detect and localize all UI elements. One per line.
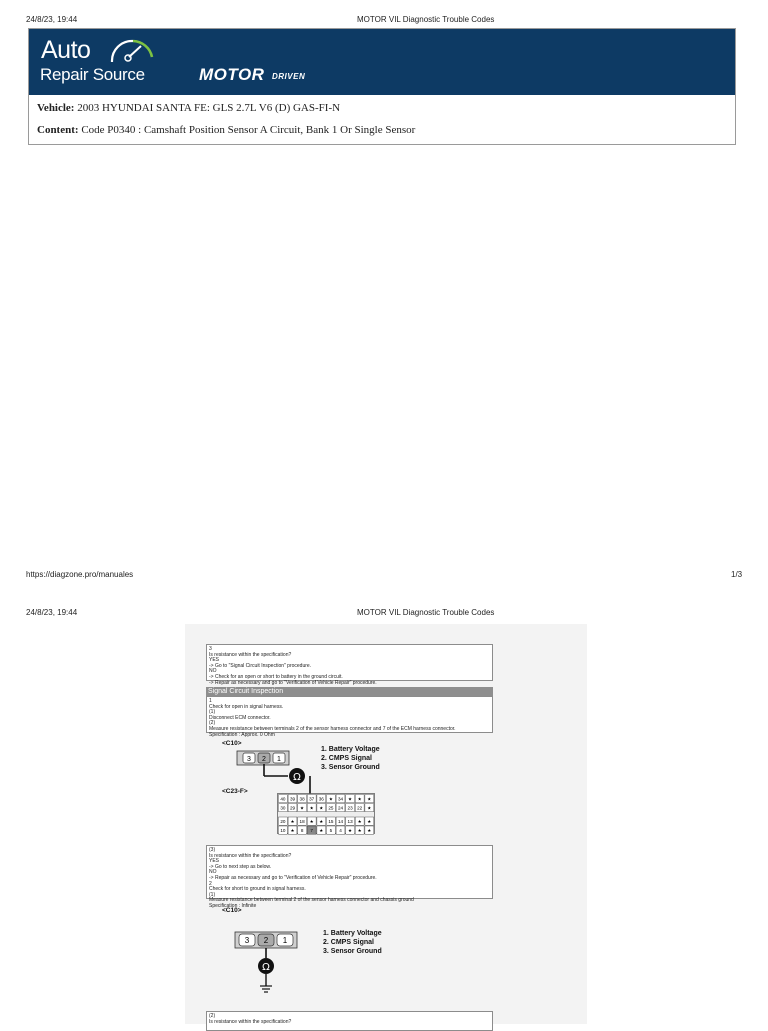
print-datetime-2: 24/8/23, 19:44	[26, 608, 78, 617]
legend-item-1: 1. Battery Voltage	[321, 746, 380, 753]
ecm-pin-label: ★	[319, 828, 324, 833]
ecm-pin-label: ★	[367, 796, 372, 802]
pin-2: 2	[262, 756, 266, 763]
ecm-pin-label: ★	[290, 819, 295, 824]
ecm-pin-label: 18	[299, 819, 305, 824]
ecm-pin-label: ★	[367, 828, 372, 833]
ecm-pin-label: 24	[337, 805, 344, 811]
ecm-pin-label: ★	[319, 805, 324, 811]
legend-item-3: 3. Sensor Ground	[321, 764, 380, 771]
legend2-item-2: 2. CMPS Signal	[323, 939, 374, 946]
print-title-2: MOTOR VIL Diagnostic Trouble Codes	[357, 608, 495, 617]
step-box-1: 3 Is resistance within the specification? YES -> Go to "Signal Circuit Inspection" procedure. NO -> Check for an open or short to battery in the ground circuit. -> Repair as necessary and go to "Verification of Vehicle Repair" procedure.	[206, 644, 493, 681]
ecm-pin-label: 40	[280, 796, 286, 802]
ecm-pin-label: ★	[300, 805, 305, 811]
pin-3b: 3	[244, 936, 250, 945]
print-title: MOTOR VIL Diagnostic Trouble Codes	[357, 15, 495, 24]
ecm-pin-label: 34	[337, 796, 344, 802]
legend-item-2: 2. CMPS Signal	[321, 755, 372, 762]
ecm-pin-label: 37	[309, 796, 315, 802]
pin-3: 3	[247, 756, 251, 763]
content-row	[37, 124, 415, 136]
content-value: Code P0340 : Camshaft Position Sensor A Circuit, Bank 1 Or Single Sensor	[81, 124, 416, 136]
embedded-manual-image	[185, 624, 587, 1024]
pin-1: 1	[277, 756, 281, 763]
vehicle-value: 2003 HYUNDAI SANTA FE: GLS 2.7L V6 (D) GAS-FI-N	[77, 102, 341, 114]
ecm-pin-label: 15	[328, 819, 334, 824]
ohm-icon-2: Ω	[262, 962, 270, 973]
driven-logo-text: DRIVEN	[272, 72, 306, 81]
ecm-pin-label: 38	[299, 796, 305, 802]
logo-auto-text: Auto	[41, 36, 91, 64]
ecm-pin-label: 30	[280, 805, 286, 811]
pin-legend-2	[323, 929, 382, 956]
c23-label: <C23-F>	[222, 788, 248, 795]
motor-logo-text: MOTOR	[199, 65, 265, 84]
ecm-pin-label: ★	[290, 828, 295, 833]
c10-label: <C10>	[222, 740, 242, 747]
ecm-pin-label: 23	[347, 805, 353, 811]
ecm-pin-label: ★	[357, 796, 362, 802]
ecm-pin-label: ★	[319, 819, 324, 824]
pin-legend-1	[321, 745, 380, 772]
pin-2b: 2	[263, 936, 269, 945]
ecm-pin-label: ★	[367, 805, 372, 811]
ecm-pin-label: 39	[289, 796, 296, 802]
step-box-3: (3) Is resistance within the specification? YES -> Go to next step as below. NO -> Repair as necessary and go to "Verification of Vehicle Repair" procedure. 2 Check for short to ground in signal harness. (1) Measure resistance between terminal 2 of the sensor harness connector and chassis ground Specification : Infinite	[206, 845, 493, 899]
ecm-pin-label: 10	[280, 828, 286, 833]
ecm-pin-label: 7	[310, 828, 313, 833]
ohm-icon: Ω	[293, 772, 301, 783]
ecm-pin-label: 13	[347, 819, 353, 824]
ecm-connector-grid	[277, 793, 377, 840]
ecm-pin-label: 25	[328, 805, 334, 811]
footer-url[interactable]: https://diagzone.pro/manuales	[26, 570, 134, 579]
section-title-bar: Signal Circuit Inspection	[206, 687, 493, 696]
ecm-pin-label: ★	[357, 828, 362, 833]
ecm-pin-label: 8	[300, 828, 304, 833]
vehicle-row	[37, 102, 340, 114]
ecm-pin-label: 29	[289, 805, 296, 811]
ecm-pin-label: 5	[329, 828, 333, 833]
ohmmeter-wiring-2	[251, 948, 281, 999]
ecm-pin-label: ★	[348, 796, 353, 802]
logo-repair-source-text: Repair Source	[40, 65, 145, 84]
ecm-pin-label: ★	[309, 819, 314, 824]
print-datetime: 24/8/23, 19:44	[26, 15, 78, 24]
ecm-pin-label: ★	[328, 796, 333, 802]
c10-label-2: <C10>	[222, 907, 242, 914]
legend2-item-3: 3. Sensor Ground	[323, 948, 382, 955]
step-box-2: 1 Check for open in signal harness. (1) Disconnect ECM connector. (2) Measure resistance between terminals 2 of the sensor harness connector and 7 of the ECM harness connector. Specification : Approx. 0 Ohm	[206, 696, 493, 733]
footer-page-number: 1/3	[731, 570, 743, 579]
pin-1b: 1	[282, 936, 288, 945]
legend2-item-1: 1. Battery Voltage	[323, 930, 382, 937]
ecm-pin-label: ★	[348, 828, 353, 833]
ecm-pin-label: 4	[339, 828, 342, 833]
ecm-pin-label: 36	[318, 796, 324, 802]
ecm-pin-label: 22	[357, 805, 363, 811]
ecm-pin-label: ★	[357, 819, 362, 824]
content-label: Content:	[37, 124, 79, 136]
vehicle-label: Vehicle:	[37, 102, 75, 114]
vehicle-info-card	[28, 28, 736, 145]
ecm-pin-label: 20	[280, 819, 286, 824]
brand-banner	[29, 29, 735, 95]
step-box-4: (2) Is resistance within the specification?	[206, 1011, 493, 1031]
ecm-pin-label: ★	[367, 819, 372, 824]
ecm-pin-label: ★	[309, 805, 314, 811]
ecm-pin-label: 14	[337, 819, 344, 824]
